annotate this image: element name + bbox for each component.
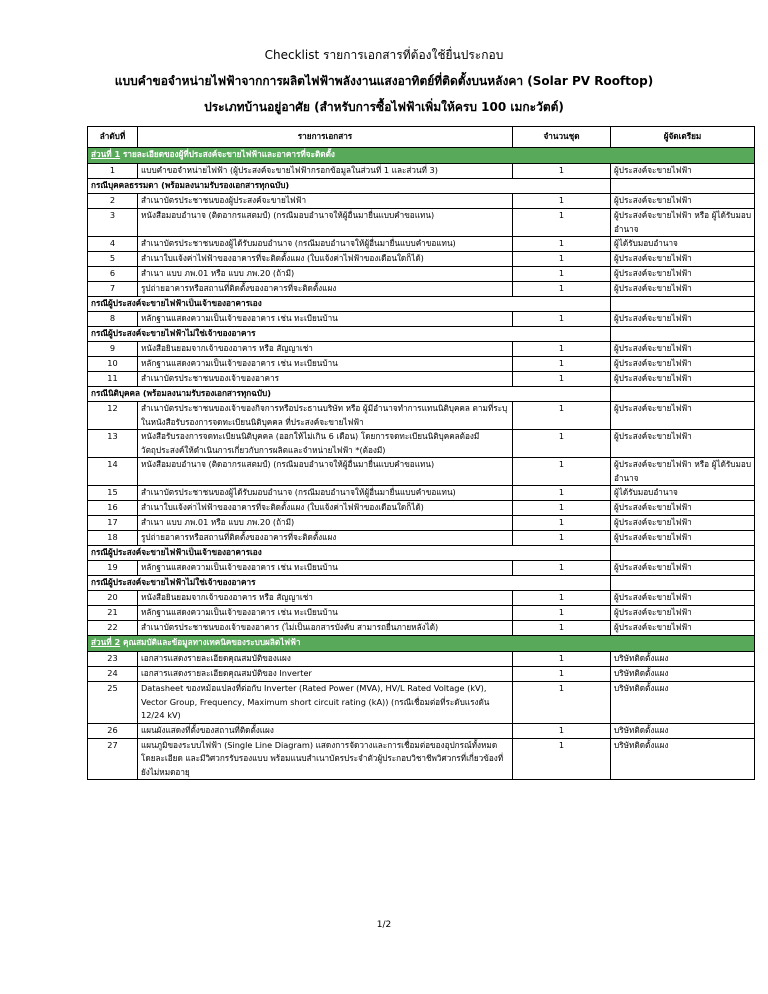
table-row bbox=[88, 252, 755, 267]
group-empty-cell bbox=[611, 327, 755, 342]
group-empty-cell bbox=[611, 576, 755, 591]
table-row bbox=[88, 486, 755, 501]
table-row bbox=[88, 458, 755, 486]
row-preparer: ผู้ประสงค์จะขายไฟฟ้า bbox=[611, 516, 755, 531]
section-label: ส่วนที่ 2 bbox=[91, 637, 121, 647]
row-number: 1 bbox=[88, 164, 138, 179]
row-number: 23 bbox=[88, 652, 138, 667]
row-number: 24 bbox=[88, 667, 138, 682]
group-empty-cell bbox=[611, 297, 755, 312]
row-document: สำเนาบัตรประชาชนของผู้ได้รับมอบอำนาจ (กรณีมอบอำนาจให้ผู้อื่นมายื่นแบบคำขอแทน) bbox=[138, 486, 513, 501]
row-number: 3 bbox=[88, 209, 138, 237]
row-quantity: 1 bbox=[513, 252, 611, 267]
table-row bbox=[88, 342, 755, 357]
section-title: รายละเอียดของผู้ที่ประสงค์จะขายไฟฟ้าและอาคารที่จะติดตั้ง bbox=[120, 149, 335, 159]
table-row bbox=[88, 402, 755, 430]
row-quantity: 1 bbox=[513, 430, 611, 458]
row-preparer: ผู้ประสงค์จะขายไฟฟ้า bbox=[611, 402, 755, 430]
row-document: สำเนาบัตรประชาชนของผู้ประสงค์จะขายไฟฟ้า bbox=[138, 194, 513, 209]
header-no: ลำดับที่ bbox=[88, 127, 138, 148]
row-quantity: 1 bbox=[513, 591, 611, 606]
header-preparer: ผู้จัดเตรียม bbox=[611, 127, 755, 148]
row-number: 18 bbox=[88, 531, 138, 546]
row-document: หนังสือมอบอำนาจ (ติดอากรแสตมป์) (กรณีมอบอำนาจให้ผู้อื่นมายื่นแบบคำขอแทน) bbox=[138, 458, 513, 486]
row-number: 21 bbox=[88, 606, 138, 621]
row-preparer: ผู้ประสงค์จะขายไฟฟ้า bbox=[611, 357, 755, 372]
row-preparer: ผู้ประสงค์จะขายไฟฟ้า bbox=[611, 606, 755, 621]
row-preparer: ผู้ประสงค์จะขายไฟฟ้า bbox=[611, 591, 755, 606]
row-document: หนังสือยินยอมจากเจ้าของอาคาร หรือ สัญญาเช่า bbox=[138, 342, 513, 357]
table-row bbox=[88, 682, 755, 724]
row-document: Datasheet ของหม้อแปลงที่ต่อกับ Inverter (Rated Power (MVA), HV/L Rated Voltage (kV), Vector Group, Frequency, Maximum short circuit rating (kA)) (กรณีเชื่อมต่อที่ระดับแรงดัน 12/24 kV) bbox=[138, 682, 513, 724]
group-empty-cell bbox=[611, 179, 755, 194]
table-row bbox=[88, 667, 755, 682]
section-header bbox=[88, 636, 755, 652]
row-quantity: 1 bbox=[513, 282, 611, 297]
group-header-row bbox=[88, 576, 755, 591]
row-preparer: ผู้ประสงค์จะขายไฟฟ้า bbox=[611, 282, 755, 297]
table-row bbox=[88, 209, 755, 237]
page-number: 1/2 bbox=[376, 920, 392, 930]
row-document: เอกสารแสดงรายละเอียดคุณสมบัติของ Inverter bbox=[138, 667, 513, 682]
row-quantity: 1 bbox=[513, 164, 611, 179]
row-quantity: 1 bbox=[513, 402, 611, 430]
row-quantity: 1 bbox=[513, 738, 611, 780]
row-quantity: 1 bbox=[513, 606, 611, 621]
group-empty-cell bbox=[611, 546, 755, 561]
table-header-row bbox=[88, 127, 755, 148]
row-document: หนังสือยินยอมจากเจ้าของอาคาร หรือ สัญญาเช่า bbox=[138, 591, 513, 606]
row-document: สำเนาบัตรประชาชนของเจ้าของอาคาร bbox=[138, 372, 513, 387]
row-document: สำเนาบัตรประชาชนของเจ้าของอาคาร (ไม่เป็นเอกสารบังคับ สามารถยื่นภายหลังได้) bbox=[138, 621, 513, 636]
table-row bbox=[88, 621, 755, 636]
section-title: คุณสมบัติและข้อมูลทางเทคนิคของระบบผลิตไฟฟ้า bbox=[120, 637, 301, 647]
section-header-row bbox=[88, 636, 755, 652]
row-quantity: 1 bbox=[513, 561, 611, 576]
table-row bbox=[88, 652, 755, 667]
row-number: 16 bbox=[88, 501, 138, 516]
row-number: 13 bbox=[88, 430, 138, 458]
table-row bbox=[88, 430, 755, 458]
group-title: กรณีผู้ประสงค์จะขายไฟฟ้าเป็นเจ้าของอาคารเอง bbox=[88, 297, 611, 312]
row-number: 5 bbox=[88, 252, 138, 267]
row-quantity: 1 bbox=[513, 486, 611, 501]
row-preparer: ผู้ประสงค์จะขายไฟฟ้า bbox=[611, 252, 755, 267]
row-preparer: บริษัทติดตั้งแผง bbox=[611, 652, 755, 667]
table-row bbox=[88, 237, 755, 252]
table-row bbox=[88, 606, 755, 621]
table-body bbox=[88, 148, 755, 780]
row-preparer: ผู้ประสงค์จะขายไฟฟ้า bbox=[611, 342, 755, 357]
row-quantity: 1 bbox=[513, 267, 611, 282]
row-number: 17 bbox=[88, 516, 138, 531]
row-preparer: บริษัทติดตั้งแผง bbox=[611, 738, 755, 780]
row-quantity: 1 bbox=[513, 194, 611, 209]
row-quantity: 1 bbox=[513, 237, 611, 252]
row-number: 7 bbox=[88, 282, 138, 297]
group-header-row bbox=[88, 387, 755, 402]
table-row bbox=[88, 591, 755, 606]
row-quantity: 1 bbox=[513, 209, 611, 237]
row-quantity: 1 bbox=[513, 516, 611, 531]
row-number: 10 bbox=[88, 357, 138, 372]
row-number: 6 bbox=[88, 267, 138, 282]
header-quantity: จำนวนชุด bbox=[513, 127, 611, 148]
row-document: แผนผังแสดงที่ตั้งของสถานที่ติดตั้งแผง bbox=[138, 723, 513, 738]
row-preparer: ผู้ประสงค์จะขายไฟฟ้า bbox=[611, 531, 755, 546]
row-quantity: 1 bbox=[513, 458, 611, 486]
row-document: หลักฐานแสดงความเป็นเจ้าของอาคาร เช่น ทะเบียนบ้าน bbox=[138, 357, 513, 372]
section-label: ส่วนที่ 1 bbox=[91, 149, 121, 159]
row-document: สำเนาบัตรประชาชนของผู้ได้รับมอบอำนาจ (กรณีมอบอำนาจให้ผู้อื่นมายื่นแบบคำขอแทน) bbox=[138, 237, 513, 252]
row-document: สำเนาใบแจ้งค่าไฟฟ้าของอาคารที่จะติดตั้งแผง (ใบแจ้งค่าไฟฟ้าของเดือนใดก็ได้) bbox=[138, 252, 513, 267]
row-preparer: ผู้ประสงค์จะขายไฟฟ้า bbox=[611, 194, 755, 209]
row-preparer: ผู้ประสงค์จะขายไฟฟ้า bbox=[611, 501, 755, 516]
row-quantity: 1 bbox=[513, 652, 611, 667]
group-title: กรณีนิติบุคคล (พร้อมลงนามรับรองเอกสารทุกฉบับ) bbox=[88, 387, 611, 402]
row-number: 11 bbox=[88, 372, 138, 387]
row-preparer: ผู้ประสงค์จะขายไฟฟ้า หรือ ผู้ได้รับมอบอำนาจ bbox=[611, 209, 755, 237]
group-header-row bbox=[88, 327, 755, 342]
row-document: แผนภูมิของระบบไฟฟ้า (Single Line Diagram) แสดงการจัดวางและการเชื่อมต่อของอุปกรณ์ทั้งหมดโดยละเอียด และมีวิศวกรรับรองแบบ พร้อมแนบสำเนาบัตรประจำตัวผู้ประกอบวิชาชีพวิศวกรที่เกี่ยวข้องที่ยังไม่หมดอายุ bbox=[138, 738, 513, 780]
group-header-row bbox=[88, 179, 755, 194]
group-header-row bbox=[88, 546, 755, 561]
row-document: รูปถ่ายอาคารหรือสถานที่ติดตั้งของอาคารที่จะติดตั้งแผง bbox=[138, 282, 513, 297]
row-document: หนังสือรับรองการจดทะเบียนนิติบุคคล (ออกให้ไม่เกิน 6 เดือน) โดยการจดทะเบียนนิติบุคคลต้องมีวัตถุประสงค์ให้ดำเนินการเกี่ยวกับการผลิตและจำหน่ายไฟฟ้า *(ต้องมี) bbox=[138, 430, 513, 458]
row-document: แบบคำขอจำหน่ายไฟฟ้า (ผู้ประสงค์จะขายไฟฟ้ากรอกข้อมูลในส่วนที่ 1 และส่วนที่ 3) bbox=[138, 164, 513, 179]
row-preparer: ผู้ประสงค์จะขายไฟฟ้า หรือ ผู้ได้รับมอบอำนาจ bbox=[611, 458, 755, 486]
table-row bbox=[88, 501, 755, 516]
table-row bbox=[88, 164, 755, 179]
row-number: 2 bbox=[88, 194, 138, 209]
row-document: สำเนา แบบ ภพ.01 หรือ แบบ ภพ.20 (ถ้ามี) bbox=[138, 516, 513, 531]
table-row bbox=[88, 723, 755, 738]
group-title: กรณีบุคคลธรรมดา (พร้อมลงนามรับรองเอกสารทุกฉบับ) bbox=[88, 179, 611, 194]
row-preparer: ผู้ประสงค์จะขายไฟฟ้า bbox=[611, 164, 755, 179]
table-row bbox=[88, 194, 755, 209]
row-number: 22 bbox=[88, 621, 138, 636]
header-document: รายการเอกสาร bbox=[138, 127, 513, 148]
table-row bbox=[88, 738, 755, 780]
row-document: หลักฐานแสดงความเป็นเจ้าของอาคาร เช่น ทะเบียนบ้าน bbox=[138, 561, 513, 576]
row-preparer: บริษัทติดตั้งแผง bbox=[611, 682, 755, 724]
row-document: สำเนา แบบ ภพ.01 หรือ แบบ ภพ.20 (ถ้ามี) bbox=[138, 267, 513, 282]
row-document: หนังสือมอบอำนาจ (ติดอากรแสตมป์) (กรณีมอบอำนาจให้ผู้อื่นมายื่นแบบคำขอแทน) bbox=[138, 209, 513, 237]
row-number: 9 bbox=[88, 342, 138, 357]
row-preparer: ผู้ประสงค์จะขายไฟฟ้า bbox=[611, 621, 755, 636]
row-preparer: ผู้ประสงค์จะขายไฟฟ้า bbox=[611, 267, 755, 282]
title-line-2: แบบคำขอจำหน่ายไฟฟ้าจากการผลิตไฟฟ้าพลังงานแสงอาทิตย์ที่ติดตั้งบนหลังคา (Solar PV Rooftop) bbox=[114, 74, 654, 88]
row-number: 12 bbox=[88, 402, 138, 430]
row-number: 19 bbox=[88, 561, 138, 576]
row-quantity: 1 bbox=[513, 312, 611, 327]
row-number: 4 bbox=[88, 237, 138, 252]
section-header bbox=[88, 148, 755, 164]
row-preparer: ผู้ประสงค์จะขายไฟฟ้า bbox=[611, 312, 755, 327]
row-document: หลักฐานแสดงความเป็นเจ้าของอาคาร เช่น ทะเบียนบ้าน bbox=[138, 606, 513, 621]
checklist-table bbox=[87, 126, 755, 780]
group-title: กรณีผู้ประสงค์จะขายไฟฟ้าไม่ใช่เจ้าของอาคาร bbox=[88, 327, 611, 342]
group-title: กรณีผู้ประสงค์จะขายไฟฟ้าไม่ใช่เจ้าของอาคาร bbox=[88, 576, 611, 591]
group-title: กรณีผู้ประสงค์จะขายไฟฟ้าเป็นเจ้าของอาคารเอง bbox=[88, 546, 611, 561]
row-preparer: บริษัทติดตั้งแผง bbox=[611, 667, 755, 682]
group-header-row bbox=[88, 297, 755, 312]
row-preparer: ผู้ประสงค์จะขายไฟฟ้า bbox=[611, 561, 755, 576]
row-quantity: 1 bbox=[513, 531, 611, 546]
row-quantity: 1 bbox=[513, 682, 611, 724]
row-quantity: 1 bbox=[513, 357, 611, 372]
row-quantity: 1 bbox=[513, 501, 611, 516]
title-line-1: Checklist รายการเอกสารที่ต้องใช้ยื่นประกอบ bbox=[264, 48, 504, 62]
row-quantity: 1 bbox=[513, 723, 611, 738]
table-row bbox=[88, 267, 755, 282]
row-preparer: ผู้ได้รับมอบอำนาจ bbox=[611, 237, 755, 252]
table-row bbox=[88, 516, 755, 531]
table-row bbox=[88, 357, 755, 372]
row-preparer: ผู้ได้รับมอบอำนาจ bbox=[611, 486, 755, 501]
row-number: 25 bbox=[88, 682, 138, 724]
row-document: สำเนาใบแจ้งค่าไฟฟ้าของอาคารที่จะติดตั้งแผง (ใบแจ้งค่าไฟฟ้าของเดือนใดก็ได้) bbox=[138, 501, 513, 516]
row-number: 27 bbox=[88, 738, 138, 780]
row-number: 15 bbox=[88, 486, 138, 501]
row-document: หลักฐานแสดงความเป็นเจ้าของอาคาร เช่น ทะเบียนบ้าน bbox=[138, 312, 513, 327]
row-number: 14 bbox=[88, 458, 138, 486]
row-preparer: ผู้ประสงค์จะขายไฟฟ้า bbox=[611, 430, 755, 458]
table-row bbox=[88, 312, 755, 327]
row-document: สำเนาบัตรประชาชนของเจ้าของกิจการหรือประธานบริษัท หรือ ผู้มีอำนาจทำการแทนนิติบุคคล ตามที่ระบุในหนังสือรับรองการจดทะเบียนนิติบุคคล ที่ประสงค์จะขายไฟฟ้า bbox=[138, 402, 513, 430]
title-line-3: ประเภทบ้านอยู่อาศัย (สำหรับการซื้อไฟฟ้าเพิ่มให้ครบ 100 เมกะวัตต์) bbox=[204, 100, 564, 114]
row-document: เอกสารแสดงรายละเอียดคุณสมบัติของแผง bbox=[138, 652, 513, 667]
group-empty-cell bbox=[611, 387, 755, 402]
row-preparer: บริษัทติดตั้งแผง bbox=[611, 723, 755, 738]
row-quantity: 1 bbox=[513, 342, 611, 357]
table-row bbox=[88, 561, 755, 576]
row-preparer: ผู้ประสงค์จะขายไฟฟ้า bbox=[611, 372, 755, 387]
row-number: 8 bbox=[88, 312, 138, 327]
row-number: 26 bbox=[88, 723, 138, 738]
row-quantity: 1 bbox=[513, 621, 611, 636]
document-title-block bbox=[0, 42, 768, 120]
section-header-row bbox=[88, 148, 755, 164]
row-quantity: 1 bbox=[513, 667, 611, 682]
row-number: 20 bbox=[88, 591, 138, 606]
row-quantity: 1 bbox=[513, 372, 611, 387]
table-row bbox=[88, 531, 755, 546]
table-row bbox=[88, 372, 755, 387]
row-document: รูปถ่ายอาคารหรือสถานที่ติดตั้งของอาคารที่จะติดตั้งแผง bbox=[138, 531, 513, 546]
table-row bbox=[88, 282, 755, 297]
